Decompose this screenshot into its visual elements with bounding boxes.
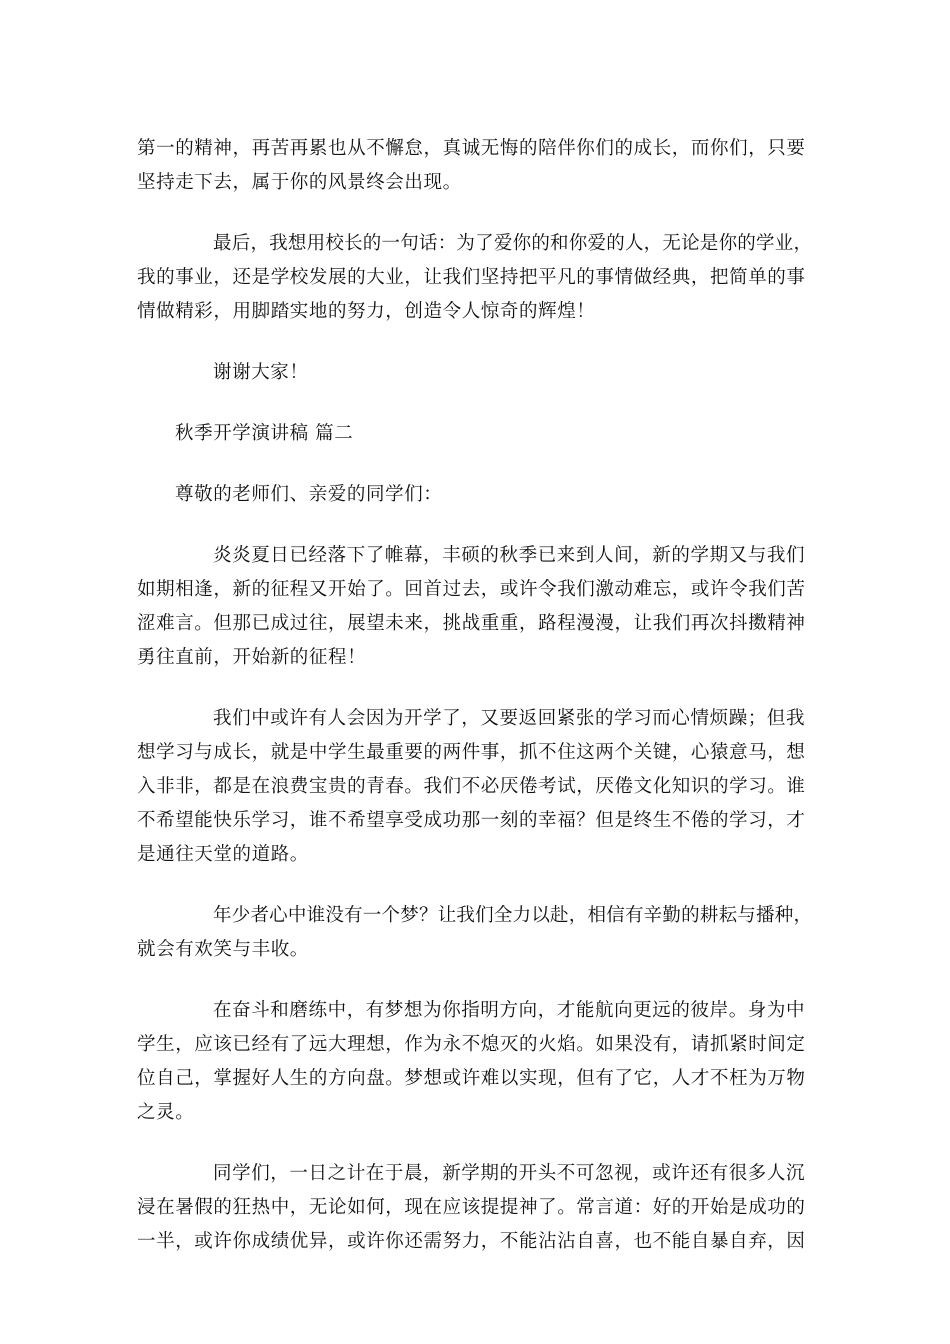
paragraph-line: 年少者心中谁没有一个梦？让我们全力以赴，相信有辛勤的耕耘与播种， xyxy=(213,905,813,926)
section-title: 秋季开学演讲稿 篇二 xyxy=(175,423,354,444)
paragraph-line: 位自己，掌握好人生的方向盘。梦想或许难以实现，但有了它，人才不枉为万物 xyxy=(137,1068,806,1089)
paragraph-line: 炎炎夏日已经落下了帷幕，丰硕的秋季已来到人间，新的学期又与我们 xyxy=(213,545,806,566)
paragraph-2 xyxy=(137,227,812,329)
paragraph-8 xyxy=(137,899,812,967)
paragraph-line: 我的事业，还是学校发展的大业，让我们坚持把平凡的事情做经典，把简单的事 xyxy=(137,267,806,288)
paragraph-line: 同学们，一日之计在于晨，新学期的开头不可忽视，或许还有很多人沉 xyxy=(213,1163,806,1184)
paragraph-line: 情做精彩，用脚踏实地的努力，创造令人惊奇的辉煌！ xyxy=(137,301,596,322)
paragraph-line: 如期相逢，新的征程又开始了。回首过去，或许令我们激动难忘，或许令我们苦 xyxy=(137,579,806,600)
paragraph-line: 第一的精神，再苦再累也从不懈怠，真诚无悔的陪伴你们的成长，而你们，只要 xyxy=(137,138,806,159)
paragraph-line: 涩难言。但那已成过往，展望未来，挑战重重，路程漫漫，让我们再次抖擞精神 xyxy=(137,613,806,634)
section-heading xyxy=(137,417,812,451)
paragraph-line: 想学习与成长，就是中学生最重要的两件事，抓不住这两个关键，心猿意马，想 xyxy=(137,742,806,763)
paragraph-line: 浸在暑假的狂热中，无论如何，现在应该提提神了。常言道：好的开始是成功的 xyxy=(137,1197,806,1218)
paragraph-line: 学生，应该已经有了远大理想，作为永不熄灭的火焰。如果没有，请抓紧时间定 xyxy=(137,1034,806,1055)
paragraph-7 xyxy=(137,702,812,872)
paragraph-1 xyxy=(137,132,812,200)
paragraph-line: 谢谢大家！ xyxy=(213,362,309,383)
paragraph-line: 坚持走下去，属于你的风景终会出现。 xyxy=(137,172,462,193)
paragraph-line: 勇往直前，开始新的征程！ xyxy=(137,647,367,668)
paragraph-line: 我们中或许有人会因为开学了，又要返回紧张的学习而心情烦躁；但我 xyxy=(213,708,806,729)
closing-thanks xyxy=(137,356,812,390)
document-body xyxy=(137,132,812,1286)
paragraph-10 xyxy=(137,1157,812,1259)
paragraph-line: 不希望能快乐学习，谁不希望享受成功那一刻的幸福？但是终生不倦的学习，才 xyxy=(137,810,806,831)
paragraph-line: 一半，或许你成绩优异，或许你还需努力，不能沾沾自喜，也不能自暴自弃，因 xyxy=(137,1231,806,1252)
paragraph-line: 尊敬的老师们、亲爱的同学们： xyxy=(175,484,443,505)
paragraph-line: 在奋斗和磨练中，有梦想为你指明方向，才能航向更远的彼岸。身为中 xyxy=(213,1000,806,1021)
paragraph-line: 是通往天堂的道路。 xyxy=(137,844,309,865)
paragraph-line: 就会有欢笑与丰收。 xyxy=(137,939,309,960)
paragraph-line: 之灵。 xyxy=(137,1102,195,1123)
paragraph-6 xyxy=(137,539,812,675)
paragraph-9 xyxy=(137,994,812,1130)
paragraph-line: 入非非，都是在浪费宝贵的青春。我们不必厌倦考试，厌倦文化知识的学习。谁 xyxy=(137,776,806,797)
salutation xyxy=(137,478,812,512)
paragraph-line: 最后，我想用校长的一句话：为了爱你的和你爱的人，无论是你的学业， xyxy=(213,233,813,254)
